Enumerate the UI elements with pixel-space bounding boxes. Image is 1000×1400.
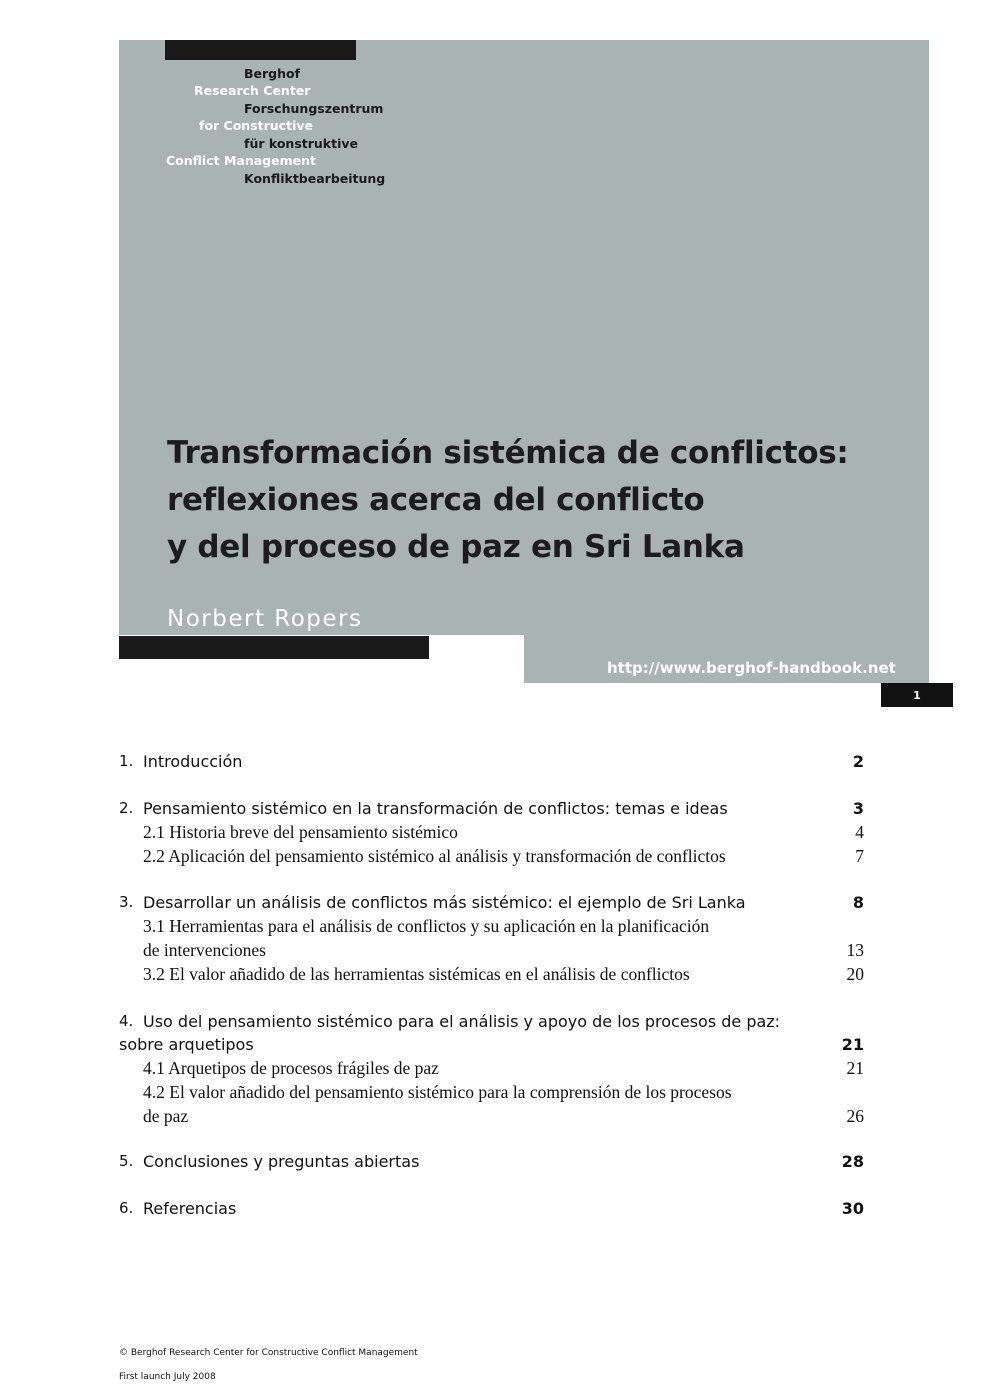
toc-page: 7	[855, 846, 864, 866]
logo-line-en-1: Research Center	[194, 83, 311, 98]
logo-line-de-2: Forschungszentrum	[244, 101, 384, 116]
logo-line-de-4: Konfliktbearbeitung	[244, 171, 386, 186]
toc-entry-4-cont[interactable]	[119, 1035, 864, 1059]
toc-label: Desarrollar un análisis de conflictos más sistémico: el ejemplo de Sri Lanka	[143, 893, 746, 912]
toc-page: 4	[855, 822, 864, 842]
toc-entry-2-1[interactable]	[119, 822, 864, 846]
toc-entry-4-2-cont[interactable]	[119, 1106, 864, 1130]
launch-date: First launch July 2008	[119, 1372, 216, 1382]
toc-label: sobre arquetipos	[119, 1035, 254, 1054]
title-line-3: y del proceso de paz en Sri Lanka	[167, 529, 745, 565]
toc-entry-4[interactable]	[119, 1012, 864, 1036]
toc-entry-5[interactable]	[119, 1152, 864, 1176]
toc-label: de paz	[143, 1106, 189, 1126]
toc-entry-3-2[interactable]	[119, 964, 864, 988]
title-line-1: Transformación sistémica de conflictos:	[167, 435, 849, 471]
toc-label: 3.1 Herramientas para el análisis de conflictos y su aplicación en la planificación	[143, 916, 710, 936]
toc-page: 21	[841, 1035, 864, 1054]
toc-number: 1.	[119, 752, 134, 770]
logo-line-de-3: für konstruktive	[244, 136, 358, 151]
toc-label: Conclusiones y preguntas abiertas	[143, 1152, 420, 1171]
toc-label: 2.2 Aplicación del pensamiento sistémico al análisis y transformación de conflictos	[143, 846, 726, 866]
toc-entry-3-1-cont[interactable]	[119, 940, 864, 964]
logo-line-de-1: Berghof	[244, 66, 301, 81]
toc-entry-1[interactable]	[119, 752, 864, 776]
toc-entry-3[interactable]	[119, 893, 864, 917]
logo-line-en-2: for Constructive	[199, 118, 313, 133]
toc-page: 26	[846, 1106, 864, 1126]
toc-entry-3-1[interactable]	[119, 916, 864, 940]
copyright-notice: © Berghof Research Center for Constructive Conflict Management	[119, 1348, 418, 1358]
toc-number: 5.	[119, 1152, 134, 1170]
toc-entry-6[interactable]	[119, 1199, 864, 1223]
toc-label: Referencias	[143, 1199, 237, 1218]
toc-number: 2.	[119, 799, 134, 817]
toc-entry-4-2[interactable]	[119, 1082, 864, 1106]
cover-panel	[119, 40, 929, 683]
toc-label: 4.2 El valor añadido del pensamiento sistémico para la comprensión de los procesos	[143, 1082, 732, 1102]
website-link[interactable]: http://www.berghof-handbook.net	[607, 659, 896, 677]
toc-number: 6.	[119, 1199, 134, 1217]
toc-label: Introducción	[143, 752, 243, 771]
author-name: Norbert Ropers	[167, 606, 363, 632]
toc-label: 3.2 El valor añadido de las herramientas sistémicas en el análisis de conflictos	[143, 964, 690, 984]
toc-page: 28	[841, 1152, 864, 1171]
title-line-2: reflexiones acerca del conflicto	[167, 482, 705, 518]
toc-number: 4.	[119, 1012, 134, 1030]
toc-page: 21	[846, 1058, 864, 1078]
document-title	[167, 430, 867, 571]
page-number-badge: 1	[881, 683, 953, 707]
top-black-bar	[165, 40, 356, 60]
toc-entry-2-2[interactable]	[119, 846, 864, 870]
toc-number: 3.	[119, 893, 134, 911]
toc-entry-2[interactable]	[119, 799, 864, 823]
toc-page: 3	[852, 799, 864, 818]
toc-page: 30	[841, 1199, 864, 1218]
toc-entry-4-1[interactable]	[119, 1058, 864, 1082]
toc-label: 4.1 Arquetipos de procesos frágiles de paz	[143, 1058, 439, 1078]
toc-label: de intervenciones	[143, 940, 266, 960]
toc-page: 20	[846, 964, 864, 984]
toc-label: Pensamiento sistémico en la transformación de conflictos: temas e ideas	[143, 799, 728, 818]
toc-page: 13	[846, 940, 864, 960]
toc-label: Uso del pensamiento sistémico para el análisis y apoyo de los procesos de paz:	[143, 1012, 781, 1031]
toc-page: 8	[852, 893, 864, 912]
logo-line-en-3: Conflict Management	[166, 153, 316, 168]
toc-label: 2.1 Historia breve del pensamiento sistémico	[143, 822, 458, 842]
bottom-black-bar	[119, 636, 429, 659]
toc-page: 2	[852, 752, 864, 771]
